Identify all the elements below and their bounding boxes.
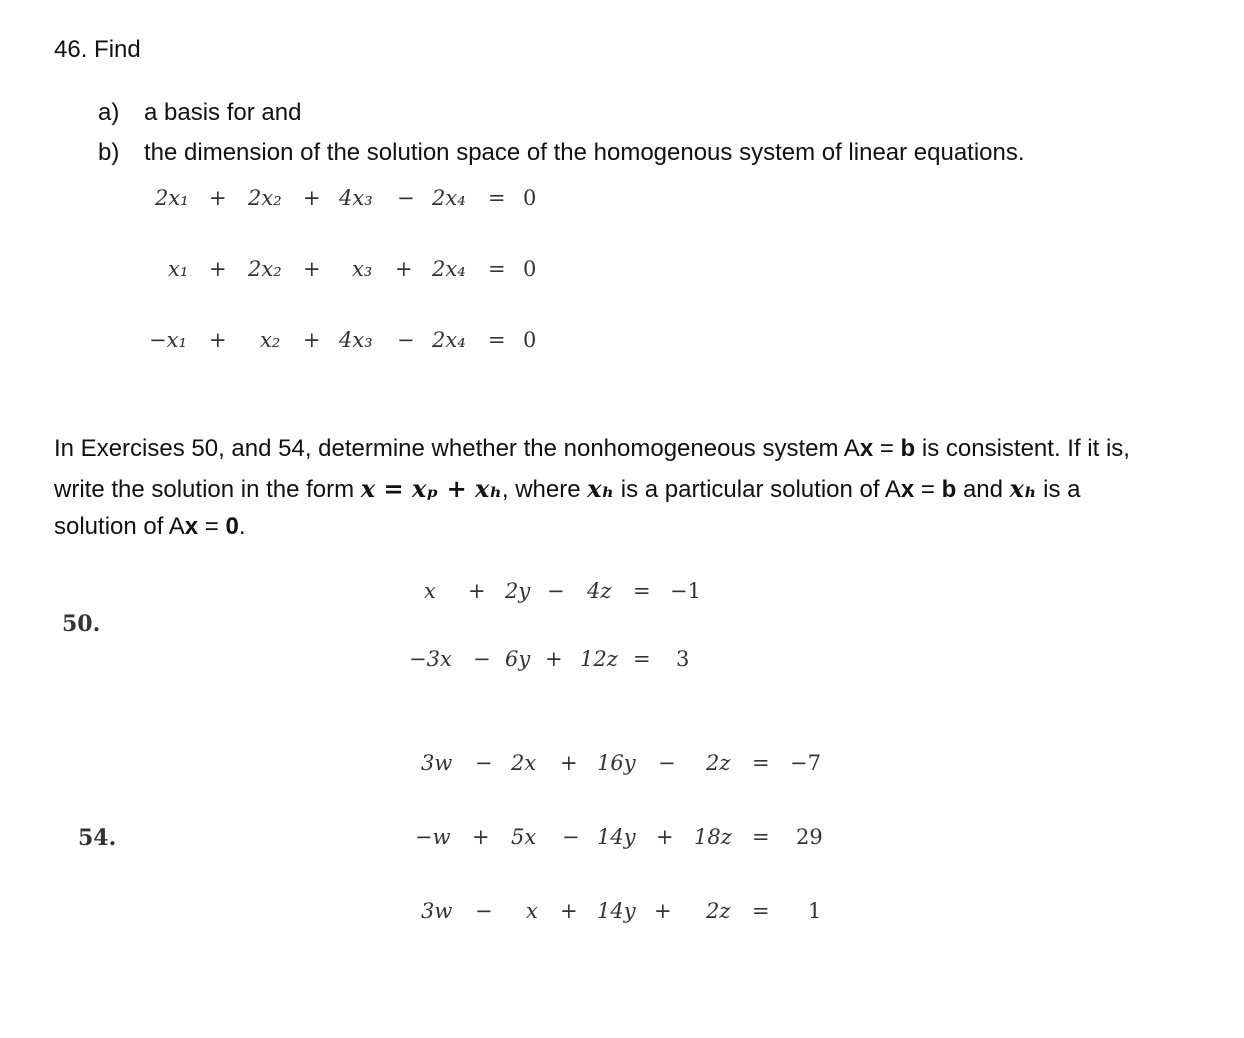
- term: x₂: [260, 328, 281, 352]
- equals: =: [488, 328, 506, 352]
- bold-zero: 0: [225, 513, 239, 540]
- term: 3w: [421, 899, 453, 923]
- operator: +: [472, 825, 490, 849]
- equals: =: [633, 647, 651, 671]
- bold-x: x: [184, 513, 199, 540]
- term: 2z: [706, 751, 731, 775]
- term: 4x₃: [339, 328, 373, 352]
- term: 2x₂: [248, 186, 282, 210]
- formula-xh: xₕ: [587, 474, 615, 503]
- term: x₁: [168, 257, 189, 281]
- term: 2x₄: [432, 328, 466, 352]
- operator: −: [562, 825, 580, 849]
- rhs: 29: [796, 825, 823, 849]
- operator: −: [547, 579, 565, 603]
- term: 14y: [597, 899, 636, 923]
- term: x: [526, 899, 538, 923]
- operator: +: [303, 257, 321, 281]
- term: 16y: [597, 751, 636, 775]
- term: −x₁: [149, 328, 187, 352]
- text: , where: [501, 476, 588, 503]
- system-54-row-3: [0, 899, 860, 929]
- system-46-row-2: [0, 257, 600, 287]
- rhs: −7: [790, 751, 821, 775]
- term: x₃: [352, 257, 373, 281]
- term: 4x₃: [339, 186, 373, 210]
- formula-xh: xₕ: [1009, 474, 1037, 503]
- term: 2y: [505, 579, 531, 603]
- text: =: [198, 513, 226, 540]
- equals: =: [633, 579, 651, 603]
- operator: +: [303, 186, 321, 210]
- part-a-letter: a): [98, 99, 120, 126]
- term: −3x: [409, 647, 452, 671]
- text: solution of A: [54, 513, 185, 540]
- rhs: 0: [523, 328, 537, 352]
- term: 6y: [505, 647, 531, 671]
- instructions-line-3: [54, 513, 246, 541]
- equals: =: [488, 186, 506, 210]
- operator: +: [654, 899, 672, 923]
- problem-54-label: 54.: [78, 825, 117, 851]
- text: is consistent. If it is,: [915, 435, 1130, 462]
- operator: +: [545, 647, 563, 671]
- operator: +: [656, 825, 674, 849]
- term: 2x₁: [155, 186, 189, 210]
- rhs: −1: [670, 579, 701, 603]
- term: 2x₄: [432, 186, 466, 210]
- bold-x: x: [859, 435, 874, 462]
- rhs: 3: [676, 647, 690, 671]
- system-50-row-1: [0, 579, 720, 609]
- operator: +: [468, 579, 486, 603]
- equals: =: [752, 899, 770, 923]
- bold-b: b: [941, 476, 957, 503]
- operator: +: [303, 328, 321, 352]
- problem-46-heading: 46. Find: [54, 36, 141, 63]
- operator: −: [475, 899, 493, 923]
- equals: =: [752, 751, 770, 775]
- operator: −: [475, 751, 493, 775]
- term: 12z: [580, 647, 618, 671]
- text: is a particular solution of A: [614, 476, 901, 503]
- part-b-text: the dimension of the solution space of the homogenous system of linear equations.: [144, 139, 1025, 166]
- rhs: 0: [523, 186, 537, 210]
- part-a-text: a basis for and: [144, 99, 302, 126]
- operator: −: [658, 751, 676, 775]
- term: 18z: [694, 825, 732, 849]
- operator: −: [397, 186, 415, 210]
- text: .: [238, 513, 246, 540]
- part-b-letter: b): [98, 139, 120, 166]
- operator: −: [397, 328, 415, 352]
- system-54-row-1: [0, 751, 860, 781]
- term: x: [424, 579, 436, 603]
- operator: +: [209, 186, 227, 210]
- operator: +: [560, 899, 578, 923]
- rhs: 1: [808, 899, 822, 923]
- term: 3w: [421, 751, 453, 775]
- text: and: [956, 476, 1010, 503]
- system-46-row-3: [0, 328, 600, 358]
- text: is a: [1036, 476, 1081, 503]
- term: 2z: [706, 899, 731, 923]
- equals: =: [752, 825, 770, 849]
- operator: +: [209, 328, 227, 352]
- text: =: [914, 476, 942, 503]
- text: =: [873, 435, 901, 462]
- system-54-row-2: [0, 825, 860, 855]
- problem-50-label: 50.: [62, 611, 101, 637]
- term: 2x₄: [432, 257, 466, 281]
- operator: +: [395, 257, 413, 281]
- term: −w: [415, 825, 451, 849]
- text: In Exercises 50, and 54, determine whether the nonhomogeneous system A: [54, 435, 860, 462]
- instructions-line-2: [54, 474, 1081, 504]
- term: 2x: [511, 751, 537, 775]
- text: write the solution in the form: [54, 476, 361, 503]
- formula: x = xₚ + xₕ: [360, 474, 502, 503]
- term: 5x: [511, 825, 537, 849]
- instructions-line-1: [54, 435, 1130, 463]
- equals: =: [488, 257, 506, 281]
- term: 2x₂: [248, 257, 282, 281]
- system-50-row-2: [0, 647, 720, 677]
- bold-b: b: [900, 435, 916, 462]
- term: 14y: [597, 825, 636, 849]
- bold-x: x: [900, 476, 915, 503]
- term: 4z: [587, 579, 612, 603]
- operator: +: [209, 257, 227, 281]
- operator: −: [473, 647, 491, 671]
- rhs: 0: [523, 257, 537, 281]
- operator: +: [560, 751, 578, 775]
- system-46-row-1: [0, 186, 600, 216]
